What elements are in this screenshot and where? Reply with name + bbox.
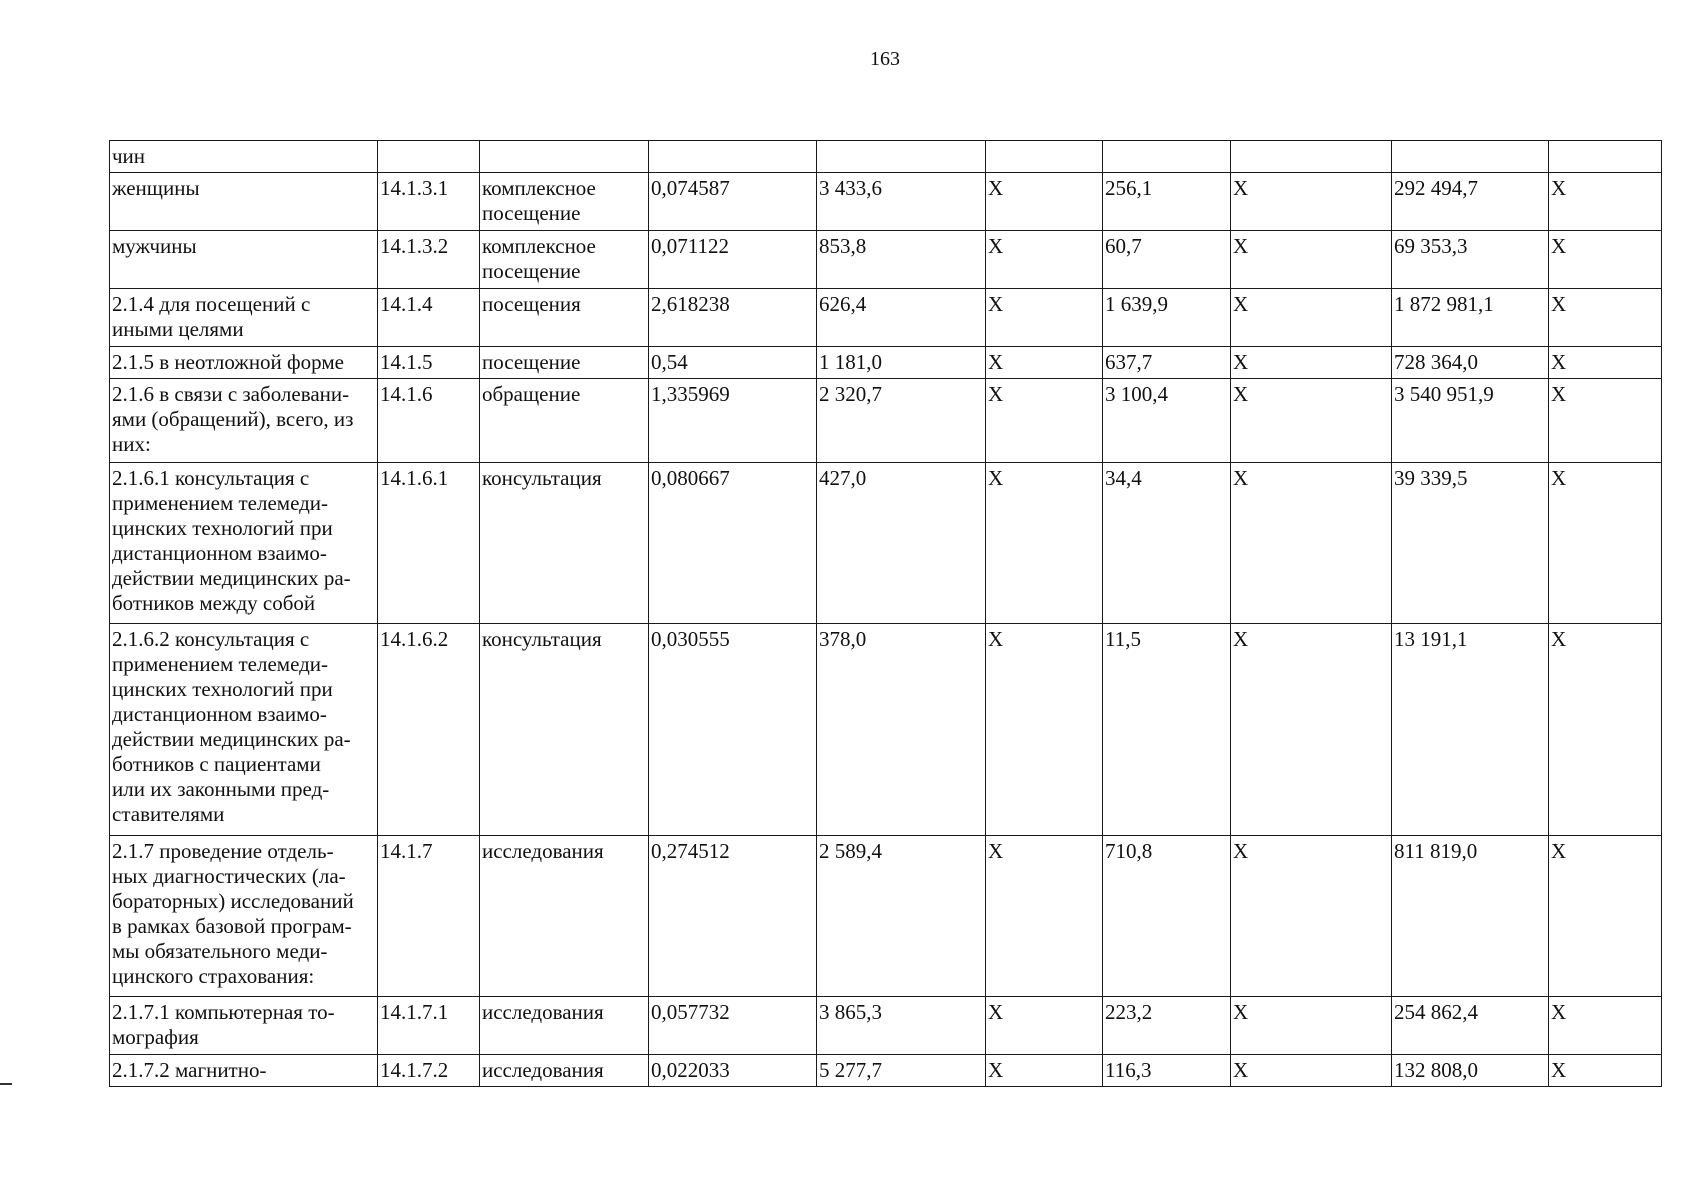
- table-cell: 34,4: [1103, 463, 1231, 624]
- page-number: 163: [870, 48, 900, 70]
- table-cell: X: [1231, 1055, 1392, 1087]
- table-cell: 2.1.7 проведение отдель- ных диагностических (ла- бораторных) исследований в рамках базовой програм- мы обязательного меди- цинского страхования:: [110, 836, 378, 997]
- table-cell: 0,274512: [649, 836, 817, 997]
- table-cell: 14.1.7.1: [378, 997, 480, 1055]
- table-cell: 2.1.5 в неотложной форме: [110, 347, 378, 379]
- table-cell: X: [986, 347, 1103, 379]
- table-cell: X: [986, 289, 1103, 347]
- table-cell: 223,2: [1103, 997, 1231, 1055]
- table-cell: 2 320,7: [817, 379, 986, 463]
- table-cell: 3 540 951,9: [1392, 379, 1549, 463]
- table-cell: 728 364,0: [1392, 347, 1549, 379]
- table-row: [110, 997, 1662, 1055]
- table-cell: 14.1.6.1: [378, 463, 480, 624]
- table-cell: 254 862,4: [1392, 997, 1549, 1055]
- table-row: [110, 379, 1662, 463]
- table-row: [110, 141, 1662, 173]
- table-row: [110, 1055, 1662, 1087]
- table-cell: 0,057732: [649, 997, 817, 1055]
- table-cell: X: [1549, 624, 1662, 836]
- table-cell: 0,080667: [649, 463, 817, 624]
- table-cell: [378, 141, 480, 173]
- table-cell: X: [986, 231, 1103, 289]
- table-cell: [1549, 141, 1662, 173]
- table-cell: чин: [110, 141, 378, 173]
- table-cell: 14.1.3.2: [378, 231, 480, 289]
- table-cell: 0,030555: [649, 624, 817, 836]
- table-cell: исследования: [480, 1055, 649, 1087]
- table-cell: 132 808,0: [1392, 1055, 1549, 1087]
- table-cell: комплексное посещение: [480, 231, 649, 289]
- table-cell: обращение: [480, 379, 649, 463]
- table-cell: X: [1231, 379, 1392, 463]
- table-cell: X: [1231, 624, 1392, 836]
- table-cell: 3 865,3: [817, 997, 986, 1055]
- table-cell: 69 353,3: [1392, 231, 1549, 289]
- table-cell: X: [986, 997, 1103, 1055]
- table-cell: 1 639,9: [1103, 289, 1231, 347]
- table-cell: 14.1.6: [378, 379, 480, 463]
- table-cell: консультация: [480, 463, 649, 624]
- table-cell: X: [1549, 1055, 1662, 1087]
- table-row: [110, 289, 1662, 347]
- table-cell: [649, 141, 817, 173]
- table-cell: 0,071122: [649, 231, 817, 289]
- table-cell: мужчины: [110, 231, 378, 289]
- table-cell: X: [1549, 231, 1662, 289]
- table-cell: X: [1231, 347, 1392, 379]
- table-cell: 811 819,0: [1392, 836, 1549, 997]
- table-cell: исследования: [480, 836, 649, 997]
- table-cell: 3 433,6: [817, 173, 986, 231]
- table-cell: 2.1.7.2 магнитно-: [110, 1055, 378, 1087]
- table-cell: [1103, 141, 1231, 173]
- left-edge-mark: [0, 1083, 12, 1085]
- table-cell: 2.1.7.1 компьютерная то- мография: [110, 997, 378, 1055]
- table-cell: X: [1231, 173, 1392, 231]
- table-cell: X: [986, 463, 1103, 624]
- table-cell: X: [1549, 997, 1662, 1055]
- table-row: [110, 624, 1662, 836]
- table-cell: [1231, 141, 1392, 173]
- table-cell: 710,8: [1103, 836, 1231, 997]
- table-cell: 1 181,0: [817, 347, 986, 379]
- table-cell: X: [986, 836, 1103, 997]
- table-cell: исследования: [480, 997, 649, 1055]
- table-cell: 292 494,7: [1392, 173, 1549, 231]
- table-cell: 2.1.6.2 консультация с применением телемеди- цинских технологий при дистанционном взаимо- действии медицинских ра- ботников с пациентами или их законными пред- ставителями: [110, 624, 378, 836]
- table-cell: 1 872 981,1: [1392, 289, 1549, 347]
- table-cell: X: [1549, 836, 1662, 997]
- table-cell: [986, 141, 1103, 173]
- table-cell: X: [1549, 289, 1662, 347]
- table-cell: 637,7: [1103, 347, 1231, 379]
- table-cell: X: [1549, 463, 1662, 624]
- table-cell: 14.1.6.2: [378, 624, 480, 836]
- table-cell: 0,074587: [649, 173, 817, 231]
- table-cell: 853,8: [817, 231, 986, 289]
- table-cell: [817, 141, 986, 173]
- table-cell: 626,4: [817, 289, 986, 347]
- table-cell: 14.1.3.1: [378, 173, 480, 231]
- table-cell: 2.1.4 для посещений с иными целями: [110, 289, 378, 347]
- table-cell: [480, 141, 649, 173]
- table-cell: [1392, 141, 1549, 173]
- table-cell: X: [1231, 231, 1392, 289]
- table-cell: X: [1549, 347, 1662, 379]
- table-cell: комплексное посещение: [480, 173, 649, 231]
- table-cell: 2,618238: [649, 289, 817, 347]
- table-cell: X: [1231, 836, 1392, 997]
- table-cell: 2.1.6 в связи с заболевани- ями (обращений), всего, из них:: [110, 379, 378, 463]
- table-cell: 0,022033: [649, 1055, 817, 1087]
- table-cell: X: [986, 1055, 1103, 1087]
- table-cell: X: [1549, 379, 1662, 463]
- table-cell: посещения: [480, 289, 649, 347]
- table-cell: X: [1549, 173, 1662, 231]
- table-cell: 427,0: [817, 463, 986, 624]
- table-cell: 14.1.7.2: [378, 1055, 480, 1087]
- table-cell: 2.1.6.1 консультация с применением телемеди- цинских технологий при дистанционном взаимо- действии медицинских ра- ботников между собой: [110, 463, 378, 624]
- table-cell: консультация: [480, 624, 649, 836]
- table-cell: 39 339,5: [1392, 463, 1549, 624]
- table-cell: 5 277,7: [817, 1055, 986, 1087]
- table-cell: 11,5: [1103, 624, 1231, 836]
- table-cell: X: [986, 173, 1103, 231]
- table-cell: X: [1231, 997, 1392, 1055]
- table-cell: посещение: [480, 347, 649, 379]
- table-row: [110, 231, 1662, 289]
- table-cell: 3 100,4: [1103, 379, 1231, 463]
- table-cell: 14.1.7: [378, 836, 480, 997]
- table-cell: 14.1.4: [378, 289, 480, 347]
- table-cell: женщины: [110, 173, 378, 231]
- table-cell: 14.1.5: [378, 347, 480, 379]
- table-cell: 0,54: [649, 347, 817, 379]
- table-cell: 60,7: [1103, 231, 1231, 289]
- table-cell: X: [986, 624, 1103, 836]
- table-cell: 116,3: [1103, 1055, 1231, 1087]
- table-cell: 1,335969: [649, 379, 817, 463]
- data-table: [109, 140, 1662, 1087]
- table-row: [110, 347, 1662, 379]
- table-cell: X: [1231, 463, 1392, 624]
- table-cell: X: [1231, 289, 1392, 347]
- table-cell: 2 589,4: [817, 836, 986, 997]
- table-cell: 378,0: [817, 624, 986, 836]
- table-row: [110, 463, 1662, 624]
- table-row: [110, 173, 1662, 231]
- table-cell: X: [986, 379, 1103, 463]
- table-cell: 13 191,1: [1392, 624, 1549, 836]
- table-row: [110, 836, 1662, 997]
- table-cell: 256,1: [1103, 173, 1231, 231]
